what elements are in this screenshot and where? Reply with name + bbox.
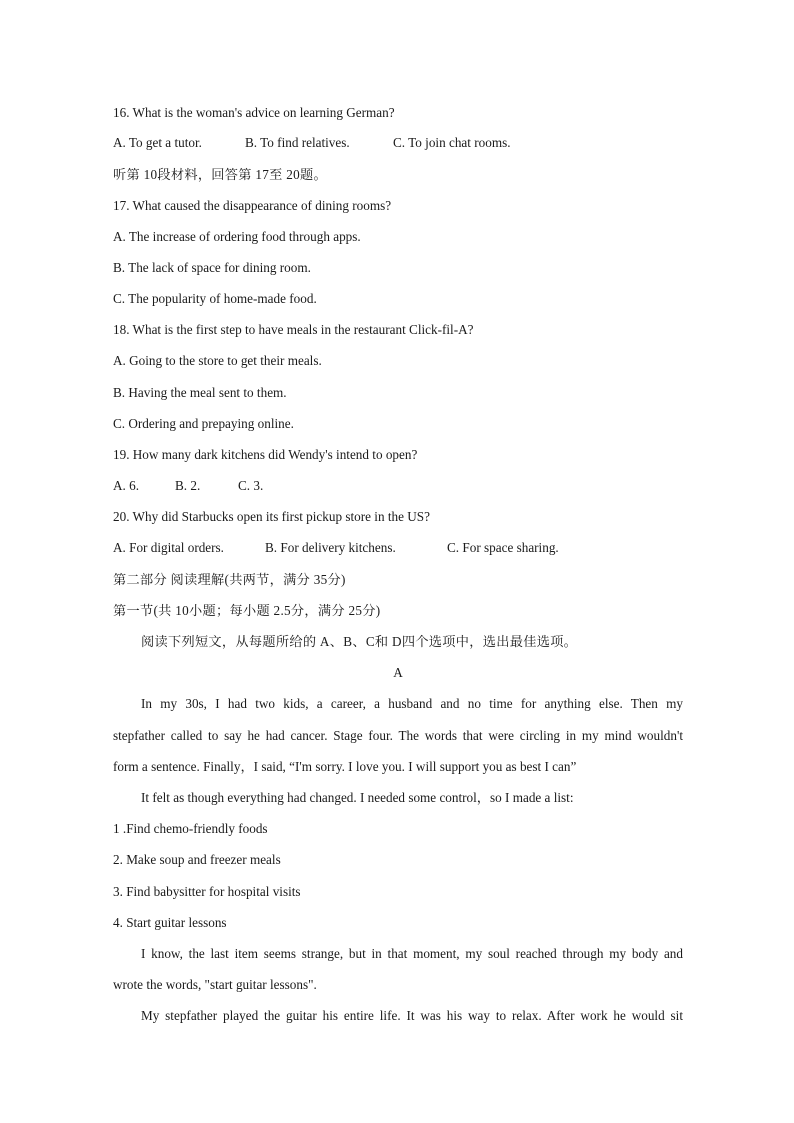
passage-p1-line2: stepfather called to say he had cancer. Stage four. The words that were circling in my mind wouldn't bbox=[113, 728, 683, 743]
passage-p3-line1: I know, the last item seems strange, but in that moment, my soul reached through my body and bbox=[141, 946, 683, 961]
q16-option-c: C. To join chat rooms. bbox=[393, 135, 511, 150]
q19-option-b: B. 2. bbox=[175, 478, 201, 493]
q18-option-b: B. Having the meal sent to them. bbox=[113, 385, 287, 400]
list-item: 1 .Find chemo-friendly foods bbox=[113, 821, 268, 836]
q18-option-a: A. Going to the store to get their meals. bbox=[113, 353, 322, 368]
section10-instruction: 听第 10段材料，回答第 17至 20题。 bbox=[113, 167, 328, 182]
q20-option-b: B. For delivery kitchens. bbox=[265, 540, 396, 555]
section1-title: 第一节(共 10小题；每小题 2.5分，满分 25分) bbox=[113, 603, 381, 618]
q16-option-a: A. To get a tutor. bbox=[113, 135, 202, 150]
q19-option-a: A. 6. bbox=[113, 478, 140, 493]
passage-p1-line1: In my 30s, I had two kids, a career, a husband and no time for anything else. Then my bbox=[141, 696, 683, 711]
q17-question: 17. What caused the disappearance of dining rooms? bbox=[113, 198, 392, 213]
passage-p1-line3: form a sentence. Finally，I said, “I'm sorry. I love you. I will support you as best I can” bbox=[113, 759, 577, 774]
q19-question: 19. How many dark kitchens did Wendy's intend to open? bbox=[113, 447, 418, 462]
q19-option-c: C. 3. bbox=[238, 478, 264, 493]
q20-option-c: C. For space sharing. bbox=[447, 540, 559, 555]
q16-question: 16. What is the woman's advice on learning German? bbox=[113, 105, 395, 120]
q16-options bbox=[113, 134, 683, 152]
q17-option-c: C. The popularity of home-made food. bbox=[113, 291, 317, 306]
passage-label: A bbox=[393, 665, 403, 680]
q20-question: 20. Why did Starbucks open its first pickup store in the US? bbox=[113, 509, 430, 524]
q17-option-b: B. The lack of space for dining room. bbox=[113, 260, 311, 275]
q19-options bbox=[113, 477, 683, 495]
q17-option-a: A. The increase of ordering food through apps. bbox=[113, 229, 361, 244]
q20-option-a: A. For digital orders. bbox=[113, 540, 224, 555]
passage-p2-line1: It felt as though everything had changed. I needed some control，so I made a list: bbox=[141, 790, 574, 805]
passage-p4-line1: My stepfather played the guitar his entire life. It was his way to relax. After work he would sit bbox=[141, 1008, 683, 1023]
list-item: 4. Start guitar lessons bbox=[113, 915, 227, 930]
q18-option-c: C. Ordering and prepaying online. bbox=[113, 416, 294, 431]
passage-p3-line2: wrote the words, "start guitar lessons". bbox=[113, 977, 317, 992]
q16-option-b: B. To find relatives. bbox=[245, 135, 350, 150]
part2-title: 第二部分 阅读理解(共两节，满分 35分) bbox=[113, 572, 346, 587]
q20-options bbox=[113, 539, 683, 557]
q18-question: 18. What is the first step to have meals in the restaurant Click-fil-A? bbox=[113, 322, 474, 337]
list-item: 2. Make soup and freezer meals bbox=[113, 852, 281, 867]
reading-instruction: 阅读下列短文，从每题所给的 A、B、C和 D四个选项中，选出最佳选项。 bbox=[141, 634, 578, 649]
list-item: 3. Find babysitter for hospital visits bbox=[113, 884, 301, 899]
